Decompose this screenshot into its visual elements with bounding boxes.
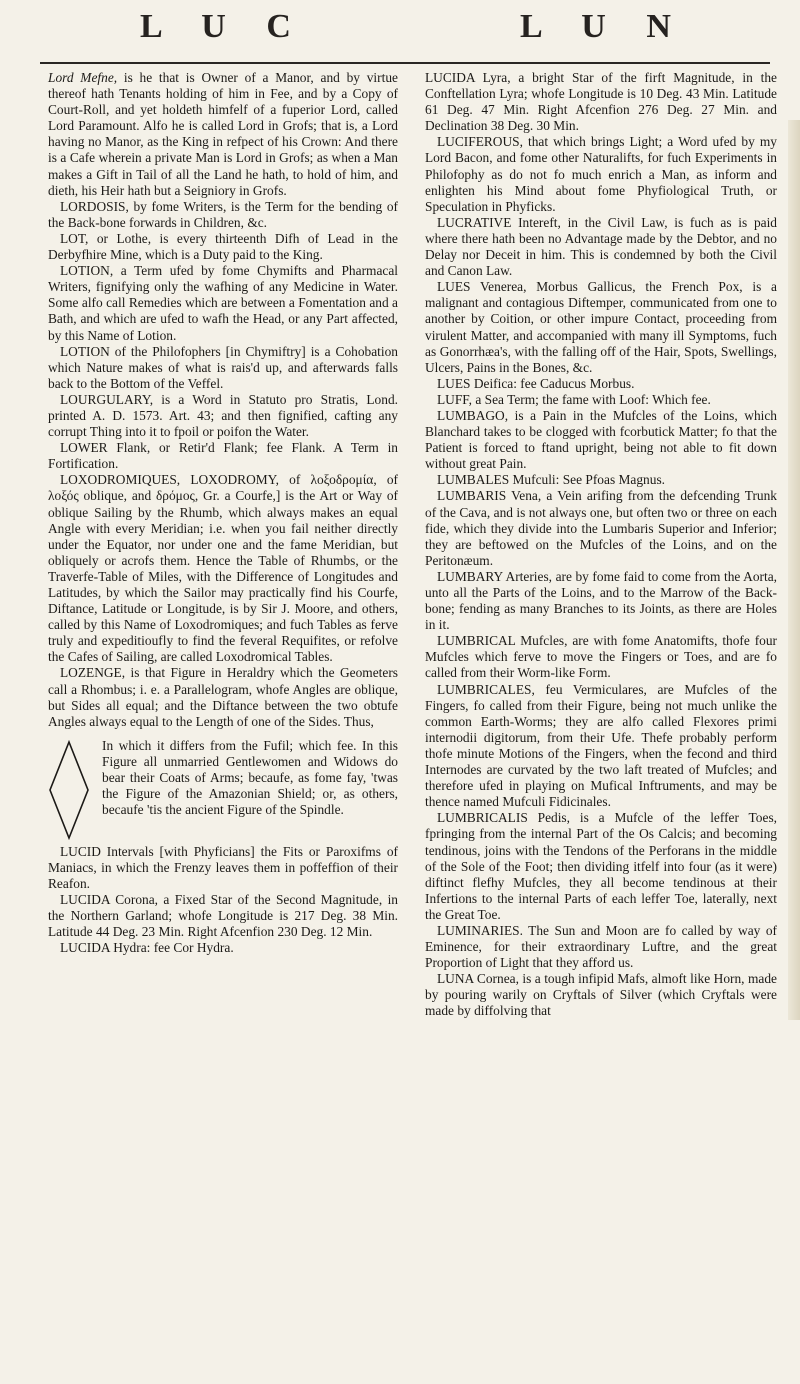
entry: LOTION, a Term ufed by fome Chymifts and Pharmacal Writers, fignifying only the wafhing of any Medicine in Water. Some alfo call Remedies which are between a Fomentation and a Bath, and which are ufed to wafh the Head, or any Part affected, by this Name of Lotion. [48, 263, 398, 343]
entry: LUCIDA Hydra: fee Cor Hydra. [60, 940, 234, 956]
entry: Lord Mefne, is he that is Owner of a Manor, and by virtue thereof hath Tenants holding of him in Fee, and by a Copy of Court-Roll, and yet holdeth himfelf of a fuperior Lord, called Lord Paramount. Alfo he is called Lord in Grofs; that is, a Lord having no Manor, as the King in refpect of his Crown: And there is a Cafe wherein a private Man is Lord in Grofs; as when a Man makes a Gift in Tail of all the Land he hath, to hold of him, and dieth, his Heir hath but a Seigniory in Grofs. [48, 70, 398, 198]
lozenge-figure-caption: In which it differs from the Fufil; which fee. In this Figure all unmarried Gentlewomen and Widows do bear their Coats of Arms; becaufe, as fome fay, 'twas the Figure of the Amazonian Shield; or, as others, becaufe 'tis the ancient Figure of the Spindle. [102, 737, 398, 818]
entry: LORDOSIS, by fome Writers, is the Term for the bending of the Back-bone forwards in Children, &c. [48, 198, 398, 230]
entry: LUFF, a Sea Term; the fame with Loof: Which fee. [437, 391, 711, 407]
entry: LUCIFEROUS, that which brings Light; a Word ufed by my Lord Bacon, and fome other Naturalifts, for fuch Experiments in Philofophy as do not fo much enrich a Man, as inform and enlighten his Mind about fome Phyfiological Truth, or Speculation in Phyficks. [425, 134, 777, 214]
entry: LUMBRICALES, feu Vermiculares, are Mufcles of the Fingers, fo called from their Figure, being not much unlike the common Earth-Worms; they are alfo called Flexores primi internodii digitorum, from their Ufe. Thefe probably perform thofe minute Motions of the Fingers, when the fecond and third Internodes are curvated by the two laft treated of Mufcles; and therefore ufed in playing on Mufical Inftruments, and may be thence named Mufculi Fidicinales. [425, 681, 777, 810]
entry: LUCIDA Corona, a Fixed Star of the Second Magnitude, in the Northern Garland; whofe Longitude is 217 Deg. 38 Min. Latitude 44 Deg. 23 Min. Right Afcenfion 230 Deg. 12 Min. [48, 892, 398, 940]
left-column [48, 70, 398, 957]
entry: LUMINARIES. The Sun and Moon are fo called by way of Eminence, for their extraordinary Luftre, and the great Proportion of Light that they afford us. [425, 922, 777, 971]
entry: LUMBALES Mufculi: See Pfoas Magnus. [437, 472, 666, 488]
entry: LUMBAGO, is a Pain in the Mufcles of the Loins, which Blanchard takes to be clogged with fcorbutick Matter; fo that the Patient is forced to ftand upright, being not able to fit down without great Pain. [425, 407, 777, 472]
entry: LUCRATIVE Intereft, in the Civil Law, is fuch as is paid where there hath been no Advantage made by the Debtor, and no Delay nor Deceit in him. This is condemned by both the Civil and Canon Law. [425, 214, 778, 279]
entry: LUMBRICALIS Pedis, is a Mufcle of the leffer Toes, fpringing from the internal Part of the Os Calcis; and becoming tendinous, joins with the Tendons of the Perforans in the middle of the Sole of the Foot; then dividing itfelf into four (as it were) diftinct flefhy Mufcles, they all become tendinous at their Infertions to the internal Parts of each leffer Toe, laterally, next the Great Toe. [425, 810, 778, 922]
right-column [425, 70, 777, 1020]
entry: LOWER Flank, or Retir'd Flank; fee Flank. A Term in Fortification. [48, 440, 399, 472]
entry: LUMBARY Arteries, are by fome faid to come from the Aorta, unto all the Parts of the Loins, and to the Marrow of the Back-bone; fending as many Branches to its Joints, as there are Holes in it. [425, 568, 777, 633]
lozenge-figure-block [48, 738, 398, 840]
entry: LOURGULARY, is a Word in Statuto pro Stratis, Lond. printed A. D. 1573. Art. 43; and then fignified, cafting any corrupt Thing into it to fpoil or poifon the Water. [48, 391, 398, 440]
lozenge-figure [48, 740, 90, 840]
entry: LOT, or Lothe, is every thirteenth Difh of Lead in the Derbyfhire Mine, which is a Duty paid to the King. [48, 230, 398, 263]
entry: LUCID Intervals [with Phyficians] the Fits or Paroxifms of Maniacs, in which the Frenzy leaves them in poffeffion of their Reafon. [48, 843, 398, 892]
entry: LOZENGE, is that Figure in Heraldry which the Geometers call a Rhombus; i. e. a Parallelogram, whofe Angles are oblique, but Sides all equal; and the Diftance between the two obtufe Angles always equal to the Length of one of the Sides. Thus, [48, 665, 398, 729]
running-head-right: L U N [520, 8, 687, 45]
adjacent-page-edge [788, 120, 800, 1020]
entry: LUMBRICAL Mufcles, are with fome Anatomifts, thofe four Mufcles which ferve to move the Fingers or Toes, and are fo called from their Worm-like Form. [425, 633, 778, 681]
entry: LOTION of the Philofophers [in Chymiftry] is a Cohobation which Nature makes of what is rais'd up, and afterwards falls back to the Bottom of the Veffel. [48, 343, 399, 391]
entry: LUCIDA Lyra, a bright Star of the firft Magnitude, in the Conftellation Lyra; whofe Longitude is 10 Deg. 43 Min. Latitude 61 Deg. 47 Min. Right Afcenfion 276 Deg. 27 Min. and Declination 38 Deg. 30 Min. [425, 70, 777, 134]
entry: LUES Deifica: fee Caducus Morbus. [437, 375, 635, 391]
entry: LUES Venerea, Morbus Gallicus, the French Pox, is a malignant and contagious Diftemper, communicated from one to another by Coition, or other impure Contact, proceeding from virulent Matter, and accompanied with many ill Symptoms, fuch as Gonorrhæa's, with the falling off of the Hair, Spots, Swellings, Ulcers, Pains in the Bones, &c. [425, 279, 778, 375]
header-rule [40, 62, 770, 64]
entry: LUNA Cornea, is a tough infipid Mafs, almoft like Horn, made by pouring warily on Cryftals of Silver (which Cryftals were made by diffolving that [425, 971, 777, 1019]
entry: LUMBARIS Vena, a Vein arifing from the defcending Trunk of the Cava, and is not always one, but often two or three on each fide, which they divide into the Lumbaris Superior and Inferior; they are beftowed on the Mufcles of the Loins, and on the Peritonæum. [425, 488, 778, 568]
running-head-left: L U C [140, 8, 307, 45]
entry: LOXODROMIQUES, LOXODROMY, of λοξοδρομία, of λοξός oblique, and δρόμος, Gr. a Courfe,] is the Art or Way of oblique Sailing by the Rhumb, which always makes an equal Angle with every Meridian; i.e. when you fail neither directly under the Equator, nor under one and the fame Meridian, but obliquely or acrofs them. Hence the Table of Rhumbs, or the Traverfe-Table of Miles, with the Difference of Longitudes and Latitudes, by which the Sailor may practically find his Courfe, Diftance, Latitude or Longitude, is by Sir J. Moore, and others, called by this Name of Loxodromiques; and fuch Tables as ferve truly and expeditioufly to find the feveral Requifites, or refolve the Cafes of Sailing, are called Loxodromical Tables. [48, 472, 398, 665]
